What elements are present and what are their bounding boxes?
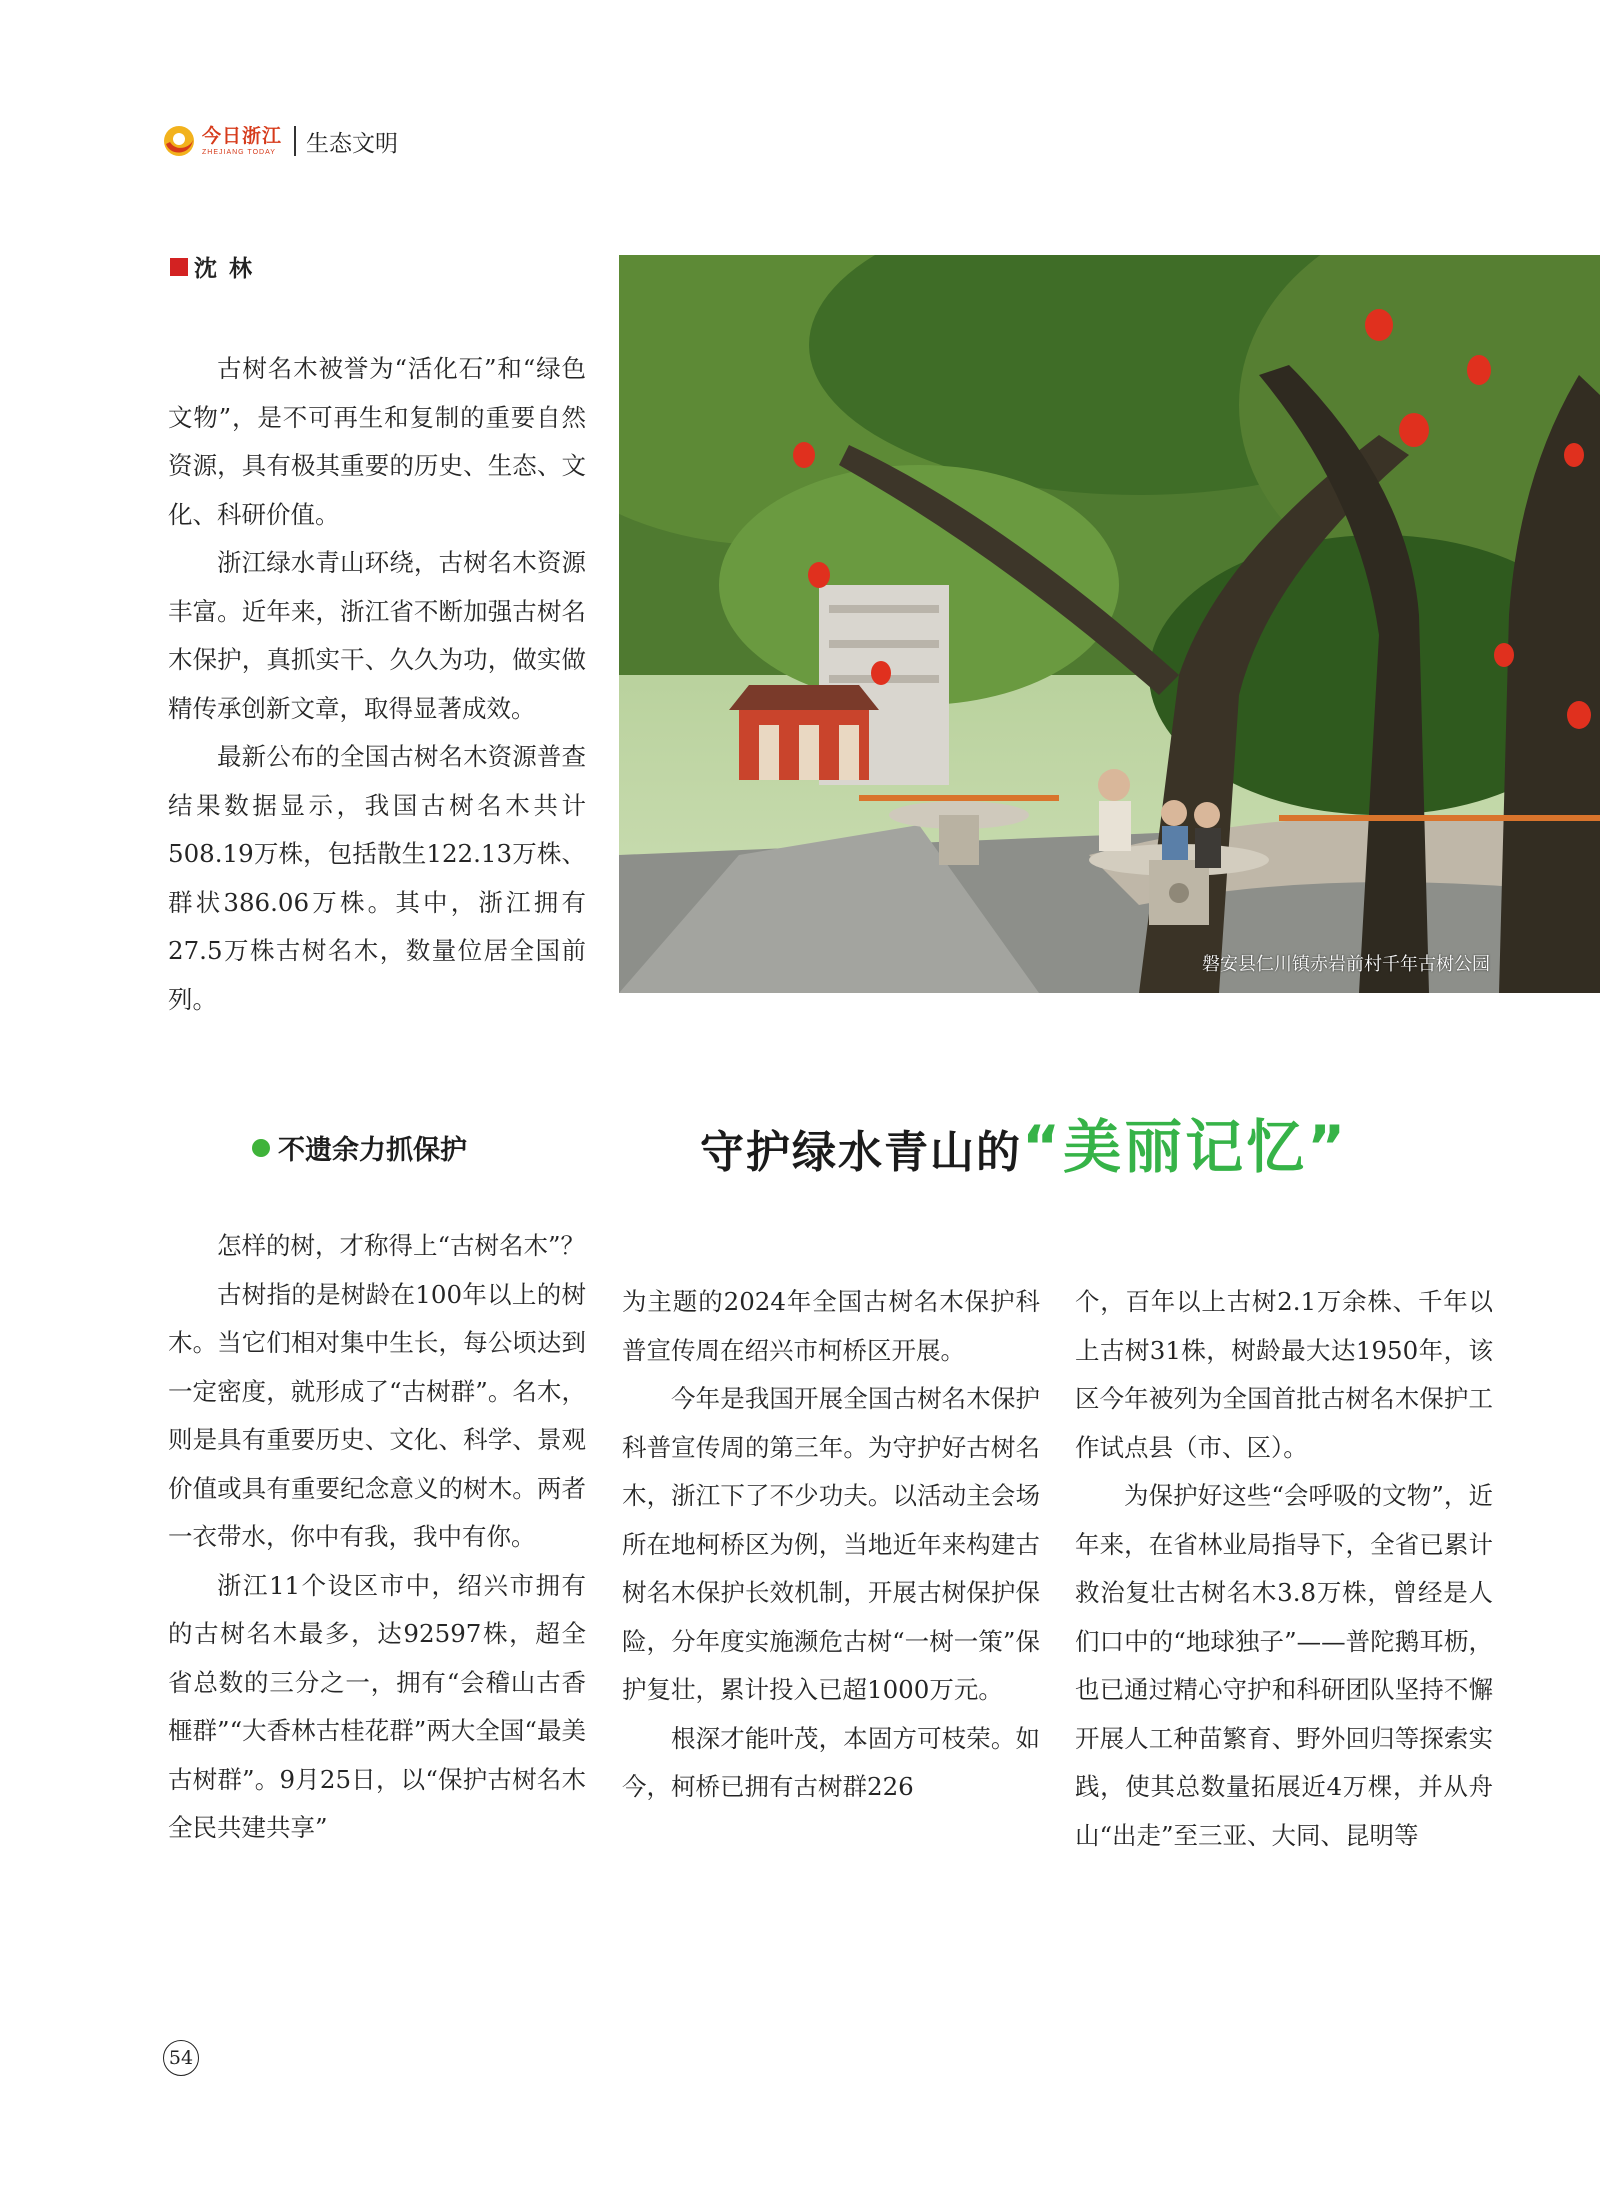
byline	[170, 250, 254, 283]
article-title	[700, 1100, 1348, 1184]
article-column-1-top	[168, 345, 586, 1024]
subheading-text: 不遗余力抓保护	[278, 1135, 467, 1166]
article-column-1-bottom	[168, 1222, 586, 1853]
paragraph: 浙江绿水青山环绕，古树名木资源丰富。近年来，浙江省不断加强古树名木保护，真抓实干、久久为功，做实做精传承创新文章，取得显著成效。	[168, 548, 586, 723]
logo-english: ZHEJIANG TODAY	[202, 148, 276, 156]
paragraph: 古树名木被誉为“活化石”和“绿色文物”，是不可再生和复制的重要自然资源，具有极其重要的历史、生态、文化、科研价值。	[168, 354, 586, 529]
subheading	[252, 1128, 467, 1167]
paragraph: 浙江11个设区市中，绍兴市拥有的古树名木最多，达92597株，超全省总数的三分之一，拥有“会稽山古香榧群”“大香林古桂花群”两大全国“最美古树群”。9月25日，以“保护古树名木全民共建共享”	[168, 1570, 586, 1842]
masthead	[160, 118, 398, 164]
paragraph: 根深才能叶茂，本固方可枝荣。如今，柯桥已拥有古树群226	[622, 1723, 1040, 1801]
ancient-tree-park-illustration	[619, 255, 1600, 993]
article-column-3	[1075, 1278, 1493, 1860]
section-name: 生态文明	[306, 130, 399, 157]
feature-photo	[619, 255, 1600, 993]
bullet-dot-icon	[252, 1139, 270, 1157]
byline-square-icon	[170, 258, 188, 276]
paragraph: 最新公布的全国古树名木资源普查结果数据显示，我国古树名木共计508.19万株，包括散生122.13万株、群状386.06万株。其中，浙江拥有27.5万株古树名木，数量位居全国前列。	[168, 742, 586, 1014]
paragraph: 今年是我国开展全国古树名木保护科普宣传周的第三年。为守护好古树名木，浙江下了不少功夫。以活动主会场所在地柯桥区为例，当地近年来构建古树名木保护长效机制，开展古树保护保险，分年度实施濒危古树“一树一策”保护复壮，累计投入已超1000万元。	[622, 1384, 1040, 1704]
article-column-2	[622, 1278, 1040, 1812]
logo-swirl-icon	[160, 122, 198, 160]
paragraph: 为保护好这些“会呼吸的文物”，近年来，在省林业局指导下，全省已累计救治复壮古树名木3.8万株，曾经是人们口中的“地球独子”——普陀鹅耳枥，也已通过精心守护和科研团队坚持不懈开展人工种苗繁育、野外回归等探索实践，使其总数量拓展近4万棵，并从舟山“出走”至三亚、大同、昆明等	[1075, 1481, 1493, 1850]
paragraph: 古树指的是树龄在100年以上的树木。当它们相对集中生长，每公顷达到一定密度，就形成了“古树群”。名木，则是具有重要历史、文化、科学、景观价值或具有重要纪念意义的树木。两者一衣带水，你中有我，我中有你。	[168, 1279, 586, 1551]
paragraph: 怎样的树，才称得上“古树名木”？	[217, 1231, 586, 1260]
author-name: 沈 林	[194, 256, 255, 282]
header-divider	[294, 126, 296, 156]
title-main: 守护绿水青山的	[700, 1127, 1022, 1178]
title-highlight: “美丽记忆”	[1022, 1113, 1349, 1181]
paragraph: 个，百年以上古树2.1万余株、千年以上古树31株，树龄最大达1950年，该区今年被列为全国首批古树名木保护工作试点县（市、区）。	[1075, 1287, 1493, 1462]
logo-chinese: 今日浙江	[202, 124, 283, 147]
photo-caption: 磐安县仁川镇赤岩前村千年古树公园	[1202, 954, 1490, 975]
page-number: 54	[163, 2040, 199, 2076]
paragraph: 为主题的2024年全国古树名木保护科普宣传周在绍兴市柯桥区开展。	[622, 1287, 1040, 1365]
logo-wordmark	[202, 124, 283, 156]
